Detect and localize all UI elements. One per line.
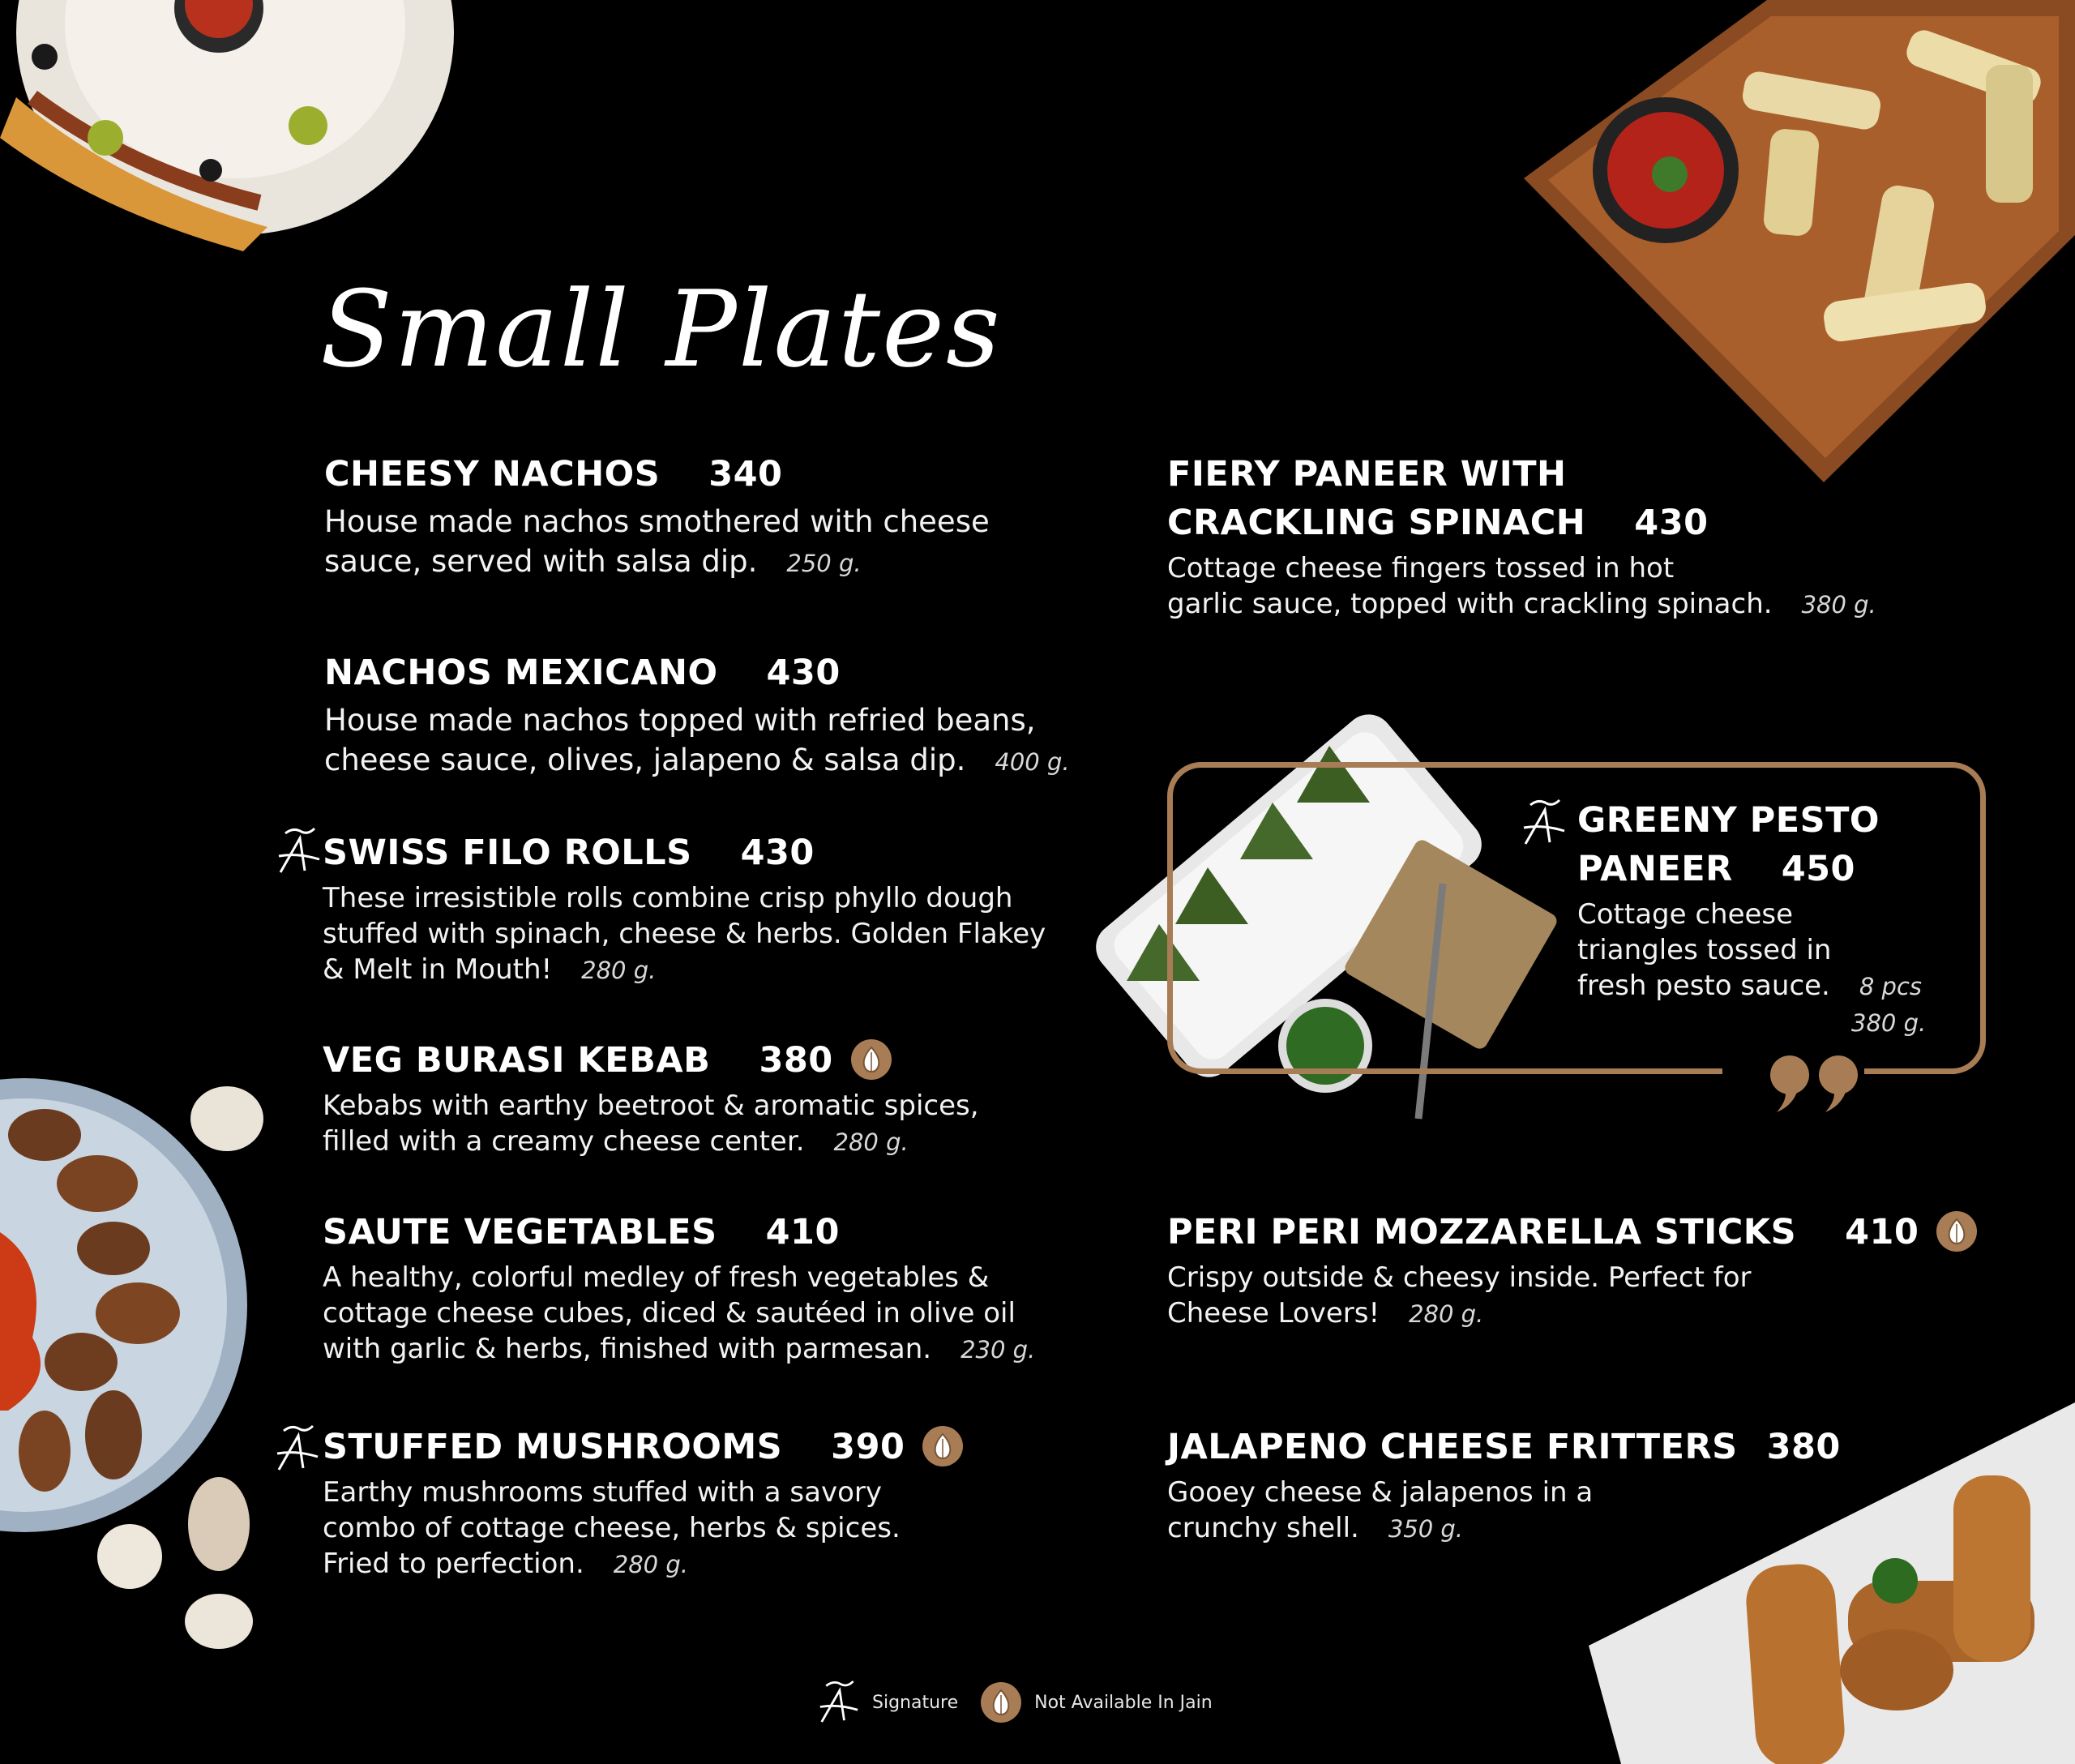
menu-item xyxy=(324,649,1070,782)
item-title xyxy=(1167,1208,1977,1257)
menu-item xyxy=(1167,1423,1841,1547)
item-description-line: filled with a creamy cheese center. xyxy=(323,1125,805,1158)
item-description-line: sauce, served with salsa dip. xyxy=(324,544,758,579)
menu-item xyxy=(323,1423,963,1582)
signature-icon xyxy=(277,827,321,876)
item-description-line: Cheese Lovers! xyxy=(1167,1297,1380,1329)
item-weight: 280 g. xyxy=(833,1128,909,1156)
item-price: 410 xyxy=(765,1212,840,1252)
item-weight: 280 g. xyxy=(613,1551,688,1578)
item-description-line: Kebabs with earthy beetroot & aromatic spices, xyxy=(323,1090,979,1122)
legend-signature-label: Signature xyxy=(872,1692,959,1713)
item-description-line: cottage cheese cubes, diced & sautéed in olive oil xyxy=(323,1297,1016,1329)
item-weight: 280 g. xyxy=(581,957,657,984)
item-weight: 400 g. xyxy=(995,748,1070,776)
item-price: 410 xyxy=(1845,1212,1919,1252)
filo-rolls-board-image xyxy=(1524,0,2075,486)
signature-icon xyxy=(819,1680,859,1725)
item-description-line: garlic sauce, topped with crackling spinach. xyxy=(1167,588,1773,620)
item-price: 430 xyxy=(740,833,815,873)
item-description-line: Crispy outside & cheesy inside. Perfect for xyxy=(1167,1261,1752,1294)
nachos-plate-image xyxy=(0,0,503,259)
item-name: CHEESY NACHOS xyxy=(324,454,661,495)
item-weight: 350 g. xyxy=(1388,1515,1464,1543)
item-description-line: fresh pesto sauce. xyxy=(1577,970,1830,1002)
item-description-line: crunchy shell. xyxy=(1167,1512,1359,1544)
menu-item xyxy=(323,828,1046,988)
item-description-line: stuffed with spinach, cheese & herbs. Golden Flakey xyxy=(323,918,1046,950)
item-description-line: Cottage cheese fingers tossed in hot xyxy=(1167,552,1675,584)
item-weight: 280 g. xyxy=(1409,1300,1484,1328)
signature-icon xyxy=(276,1424,319,1473)
item-name: CRACKLING SPINACH xyxy=(1167,503,1586,543)
garlic-icon xyxy=(981,1682,1021,1723)
menu-item xyxy=(323,1208,1035,1368)
garlic-icon xyxy=(851,1039,892,1080)
legend xyxy=(819,1678,1235,1727)
item-title xyxy=(323,1036,979,1085)
item-description-line: & Melt in Mouth! xyxy=(323,953,553,986)
item-name: PANEER xyxy=(1577,849,1733,889)
item-price: 380 xyxy=(1766,1427,1841,1467)
item-title xyxy=(324,649,1070,697)
item-name: PERI PERI MOZZARELLA STICKS xyxy=(1167,1212,1797,1252)
item-title xyxy=(1167,499,1876,547)
item-description-line: Earthy mushrooms stuffed with a savory xyxy=(323,1476,882,1509)
section-title: Small Plates xyxy=(320,268,1002,391)
legend-not-jain-label: Not Available In Jain xyxy=(1034,1692,1213,1713)
item-price: 340 xyxy=(708,454,783,495)
item-pieces: 8 pcs xyxy=(1859,973,1923,1000)
item-title xyxy=(323,1423,963,1471)
menu-item xyxy=(1577,796,1926,1041)
item-title-line: GREENY PESTO xyxy=(1577,800,1880,841)
item-price: 390 xyxy=(831,1427,905,1467)
quote-icon xyxy=(1767,1054,1864,1115)
item-description-line: A healthy, colorful medley of fresh vegetables & xyxy=(323,1261,990,1294)
menu-item xyxy=(324,450,990,584)
item-name: VEG BURASI KEBAB xyxy=(323,1040,711,1081)
item-weight: 380 g. xyxy=(1801,591,1876,619)
item-title xyxy=(1577,845,1926,893)
menu-item xyxy=(1167,1208,1977,1332)
item-description-line: These irresistible rolls combine crisp phyllo dough xyxy=(323,882,1013,914)
item-description-line: combo of cottage cheese, herbs & spices. xyxy=(323,1512,901,1544)
item-title xyxy=(323,1208,1035,1257)
item-weight: 250 g. xyxy=(786,550,862,577)
item-price: 430 xyxy=(766,653,841,693)
kebab-plate-image xyxy=(0,1070,276,1654)
item-price: 380 xyxy=(759,1040,833,1081)
garlic-icon xyxy=(922,1426,963,1466)
item-title xyxy=(324,450,990,499)
item-weight: 380 g. xyxy=(1851,1009,1927,1037)
menu-item xyxy=(1167,450,1876,623)
item-description-line: House made nachos topped with refried beans, xyxy=(324,703,1036,738)
item-price: 450 xyxy=(1781,849,1855,889)
item-price: 430 xyxy=(1634,503,1709,543)
menu-item xyxy=(323,1036,979,1160)
item-name: NACHOS MEXICANO xyxy=(324,653,718,693)
item-name: SWISS FILO ROLLS xyxy=(323,833,692,873)
item-description-line: triangles tossed in xyxy=(1577,934,1832,966)
item-description-line: Fried to perfection. xyxy=(323,1548,584,1580)
item-weight: 230 g. xyxy=(960,1336,1036,1364)
item-description-line: Gooey cheese & jalapenos in a xyxy=(1167,1476,1594,1509)
signature-icon xyxy=(1522,799,1566,847)
item-name: JALAPENO CHEESE FRITTERS xyxy=(1167,1427,1738,1467)
item-description-line: Cottage cheese xyxy=(1577,898,1794,931)
item-description-line: cheese sauce, olives, jalapeno & salsa dip. xyxy=(324,743,966,777)
item-title xyxy=(323,828,1046,877)
item-name: STUFFED MUSHROOMS xyxy=(323,1427,783,1467)
item-name: SAUTE VEGETABLES xyxy=(323,1212,717,1252)
garlic-icon xyxy=(1936,1211,1977,1252)
item-title-line: FIERY PANEER WITH xyxy=(1167,454,1567,495)
item-description-line: House made nachos smothered with cheese xyxy=(324,504,990,539)
item-description-line: with garlic & herbs, finished with parmesan. xyxy=(323,1333,932,1365)
item-title xyxy=(1167,1423,1841,1471)
